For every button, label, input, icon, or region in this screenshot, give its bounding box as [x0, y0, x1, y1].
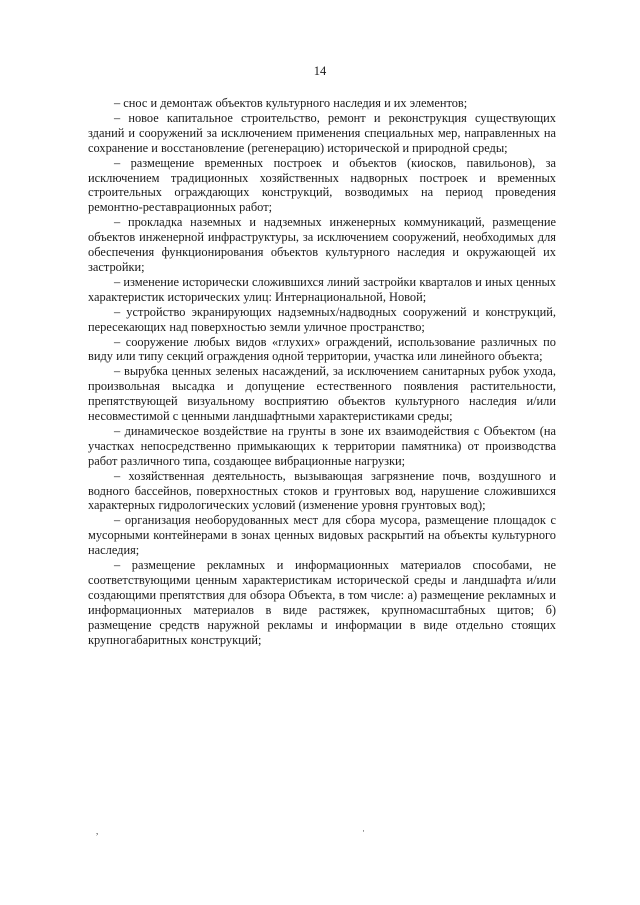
list-item: – устройство экранирующих надземных/надводных сооружений и конструкций, пересекающих над поверхностью земли уличное пространство;	[88, 304, 556, 334]
list-item: – размещение рекламных и информационных материалов способами, не соответствующими ценным характеристикам исторической среды и ландшафта и/или создающими препятствия для обзора Объекта, в том числе: а) размещение рекламных и информационных материалов в виде растяжек, крупномасштабных щитов; б) размещение средств наружной рекламы и информации в виде отдельно стоящих крупногабаритных конструкций;	[88, 558, 556, 647]
list-item: – вырубка ценных зеленых насаждений, за исключением санитарных рубок ухода, произвольная высадка и допущение естественного появления растительности, препятствующей визуальному восприятию объектов культурного наследия и/или несовместимой с ценными ландшафтными характеристиками среды;	[88, 364, 556, 424]
list-item: – прокладка наземных и надземных инженерных коммуникаций, размещение объектов инженерной инфраструктуры, за исключением сооружений, необходимых для обеспечения функционирования объектов культурного наследия и окружающей их застройки;	[88, 215, 556, 274]
restrictions-list	[88, 96, 556, 648]
list-item: – изменение исторически сложившихся линий застройки кварталов и иных ценных характеристик исторических улиц: Интернациональной, Новой;	[88, 274, 556, 304]
list-item: – организация необорудованных мест для сбора мусора, размещение площадок с мусорными контейнерами в зонах ценных видовых раскрытий на объекты культурного наследия;	[88, 513, 556, 558]
list-item: – размещение временных построек и объектов (киосков, павильонов), за исключением традиционных хозяйственных надворных построек и временных строительных ограждающих конструкций, возводимых на период проведения ремонтно-реставрационных работ;	[88, 155, 556, 215]
list-item: – снос и демонтаж объектов культурного наследия и их элементов;	[114, 96, 468, 110]
list-item: – сооружение любых видов «глухих» ограждений, использование различных по виду или типу секций ограждения одной территории, участка или линейного объекта;	[88, 334, 556, 364]
scan-mark-left: ,	[96, 826, 99, 836]
page-number: 14	[313, 64, 327, 78]
list-item: – динамическое воздействие на грунты в зоне их взаимодействия с Объектом (на участках непосредственно примыкающих к территории памятника) от производства работ различного типа, создающее вибрационные нагрузки;	[88, 423, 556, 468]
list-item: – хозяйственная деятельность, вызывающая загрязнение почв, воздушного и водного бассейнов, поверхностных стоков и грунтовых вод, нарушение сложившихся характерных гидрологических условий (изменение уровня грунтовых вод);	[88, 468, 556, 513]
scan-mark-center: ·	[362, 826, 365, 836]
list-item: – новое капитальное строительство, ремонт и реконструкция существующих зданий и сооружений за исключением применения специальных мер, направленных на сохранение и восстановление (регенерацию) исторической и природной среды;	[88, 110, 556, 155]
